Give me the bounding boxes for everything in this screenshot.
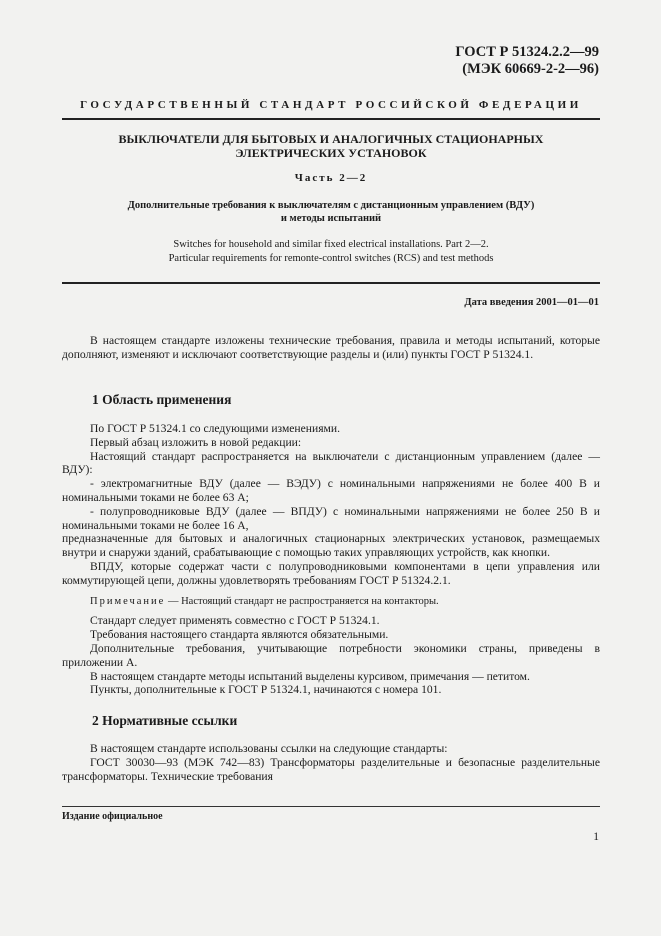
english-title-line1: Switches for household and similar fixed electrical installations. Part 2—2. bbox=[173, 239, 489, 250]
section1-note bbox=[62, 595, 600, 609]
official-edition: Издание официальное bbox=[62, 811, 163, 822]
page-number: 1 bbox=[593, 831, 599, 843]
section1-p3: Настоящий стандарт распространяется на выключатели с дистанционным управлением (далее — ВДУ): bbox=[62, 449, 600, 477]
section1-p8: Стандарт следует применять совместно с ГОСТ Р 51324.1. bbox=[90, 614, 380, 628]
sub-title-line2: и методы испытаний bbox=[280, 213, 382, 224]
section1-p12: Пункты, дополнительные к ГОСТ Р 51324.1, начинаются с номера 101. bbox=[90, 683, 442, 697]
state-standard-title: ГОСУДАРСТВЕННЫЙ СТАНДАРТ РОССИЙСКОЙ ФЕДЕРАЦИИ bbox=[80, 99, 582, 111]
section1-heading: 1 Область применения bbox=[92, 392, 232, 407]
sub-title-line1: Дополнительные требования к выключателям с дистанционным управлением (ВДУ) bbox=[127, 200, 535, 211]
main-title bbox=[62, 132, 600, 160]
english-title bbox=[62, 238, 600, 266]
section1-p5: - полупроводниковые ВДУ (далее — ВПДУ) с номинальными напряжениями не более 250 В и номинальными токами не более 16 А, bbox=[62, 504, 600, 532]
main-title-line1: ВЫКЛЮЧАТЕЛИ ДЛЯ БЫТОВЫХ И АНАЛОГИЧНЫХ СТАЦИОНАРНЫХ bbox=[118, 132, 544, 146]
section1-p11: В настоящем стандарте методы испытаний выделены курсивом, примечания — петитом. bbox=[90, 669, 530, 683]
gost-code: ГОСТ Р 51324.2.2—99 bbox=[455, 44, 599, 60]
section2-body bbox=[62, 742, 600, 783]
section1-p2: Первый абзац изложить в новой редакции: bbox=[90, 435, 302, 449]
footer-rule bbox=[62, 806, 600, 807]
section1-p10: Дополнительные требования, учитывающие потребности экономики страны, приведены в приложении А. bbox=[62, 641, 600, 669]
section2-p1: В настоящем стандарте использованы ссылки на следующие стандарты: bbox=[90, 742, 448, 755]
section1-body bbox=[62, 422, 600, 697]
title-rule bbox=[62, 282, 600, 284]
section1-p7: ВПДУ, которые содержат части с полупроводниковыми компонентами в цепи управления или коммутирующей цепи, должны удовлетворять требованиям ГОСТ Р 51324.2.1. bbox=[62, 559, 600, 587]
sub-title bbox=[62, 199, 600, 225]
top-rule bbox=[62, 118, 600, 120]
note-text: — Настоящий стандарт не распространяется на контакторы. bbox=[165, 595, 439, 607]
iec-code: (МЭК 60669-2-2—96) bbox=[462, 61, 599, 77]
intro-text: В настоящем стандарте изложены технические требования, правила и методы испытаний, которые дополняют, изменяют и исключают соответствующие разделы и (или) пункты ГОСТ Р 51324.1. bbox=[62, 334, 600, 361]
section2-p2: ГОСТ 30030—93 (МЭК 742—83) Трансформаторы разделительные и безопасные разделительные трансформаторы. Технические требования bbox=[62, 755, 600, 783]
part-title: Часть 2—2 bbox=[294, 172, 368, 184]
main-title-line2: ЭЛЕКТРИЧЕСКИХ УСТАНОВОК bbox=[235, 146, 427, 160]
section1-p6: предназначенные для бытовых и аналогичных стационарных электрических установок, размещаемых внутри и снаружи зданий, срабатывающие с помощью таких управляющих устройств, как кнопки. bbox=[62, 532, 600, 560]
section1-p1: По ГОСТ Р 51324.1 со следующими изменениями. bbox=[90, 422, 340, 435]
intro-date: Дата введения 2001—01—01 bbox=[464, 297, 599, 308]
note-label: Примечание bbox=[90, 595, 166, 607]
intro-paragraph bbox=[62, 334, 600, 362]
standard-codes bbox=[455, 44, 599, 78]
section2-heading: 2 Нормативные ссылки bbox=[92, 713, 238, 728]
section1-p4: - электромагнитные ВДУ (далее — ВЭДУ) с номинальными напряжениями не более 400 В и номинальными токами не более 63 А; bbox=[62, 477, 600, 504]
english-title-line2: Particular requirements for remonte-control switches (RCS) and test methods bbox=[168, 253, 494, 264]
section1-p9: Требования настоящего стандарта являются обязательными. bbox=[90, 628, 389, 642]
